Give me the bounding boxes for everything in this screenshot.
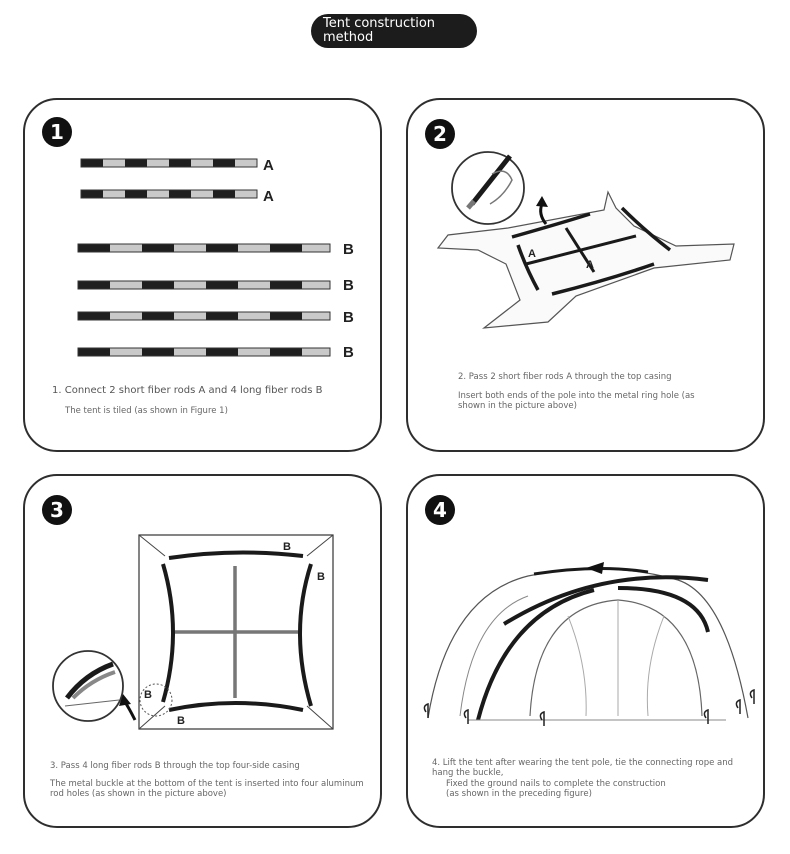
frame-label: B <box>144 689 152 701</box>
step-number-badge: 1 <box>42 117 72 147</box>
tent-top-rods-b-illustration <box>25 476 380 826</box>
short-rod-a <box>81 159 257 167</box>
step-caption: 4. Lift the tent after wearing the tent pole, tie the connecting rope and hang the buckle, <box>432 758 734 778</box>
lift-arrow-icon <box>541 204 546 224</box>
rod-b <box>169 703 303 710</box>
step-3-panel <box>23 474 382 828</box>
step-caption: 3. Pass 4 long fiber rods B through the top four-side casing <box>50 761 300 771</box>
fiber-rods-illustration <box>25 100 380 450</box>
step-1-panel <box>23 98 382 452</box>
rod-b <box>163 564 173 702</box>
frame-label: A <box>528 248 536 260</box>
frame-label: A <box>586 259 594 271</box>
step-subcaption: Insert both ends of the pole into the metal ring hole (as shown in the picture above) <box>458 391 695 411</box>
rod-label: A <box>263 188 274 205</box>
step-number-badge: 3 <box>42 495 72 525</box>
rod-label: B <box>343 344 354 361</box>
step-4-panel <box>406 474 765 828</box>
long-rod-b <box>78 281 330 289</box>
rod-label: A <box>263 157 274 174</box>
step-caption: 1. Connect 2 short fiber rods A and 4 long fiber rods B <box>52 385 323 396</box>
step-2-panel <box>406 98 765 452</box>
page-title: Tent construction method <box>311 14 477 48</box>
long-rod-b <box>78 312 330 320</box>
step-number-badge: 2 <box>425 119 455 149</box>
tent-pole <box>478 590 594 720</box>
rod-b <box>300 564 311 706</box>
ground-stake-icon <box>424 690 754 726</box>
long-rod-b <box>78 348 330 356</box>
rod-b <box>169 552 303 558</box>
frame-label: B <box>283 541 291 553</box>
tent-pole <box>504 577 708 624</box>
step-number-badge: 4 <box>425 495 455 525</box>
step-subcaption: The tent is tiled (as shown in Figure 1) <box>65 406 228 416</box>
rod-label: B <box>343 277 354 294</box>
rod-label: B <box>343 309 354 326</box>
frame-label: B <box>317 571 325 583</box>
step-subcaption: Fixed the ground nails to complete the construction (as shown in the preceding figure) <box>446 779 666 799</box>
short-rod-a <box>81 190 257 198</box>
long-rod-b <box>78 244 330 252</box>
direction-arrow-icon <box>586 562 604 574</box>
step-subcaption: The metal buckle at the bottom of the tent is inserted into four aluminum rod holes (as shown in the picture above) <box>50 779 364 799</box>
rod-label: B <box>343 241 354 258</box>
tent-pole <box>618 588 708 632</box>
magnifier-detail <box>452 152 524 224</box>
frame-label: B <box>177 715 185 727</box>
step-caption: 2. Pass 2 short fiber rods A through the top casing <box>458 372 672 382</box>
